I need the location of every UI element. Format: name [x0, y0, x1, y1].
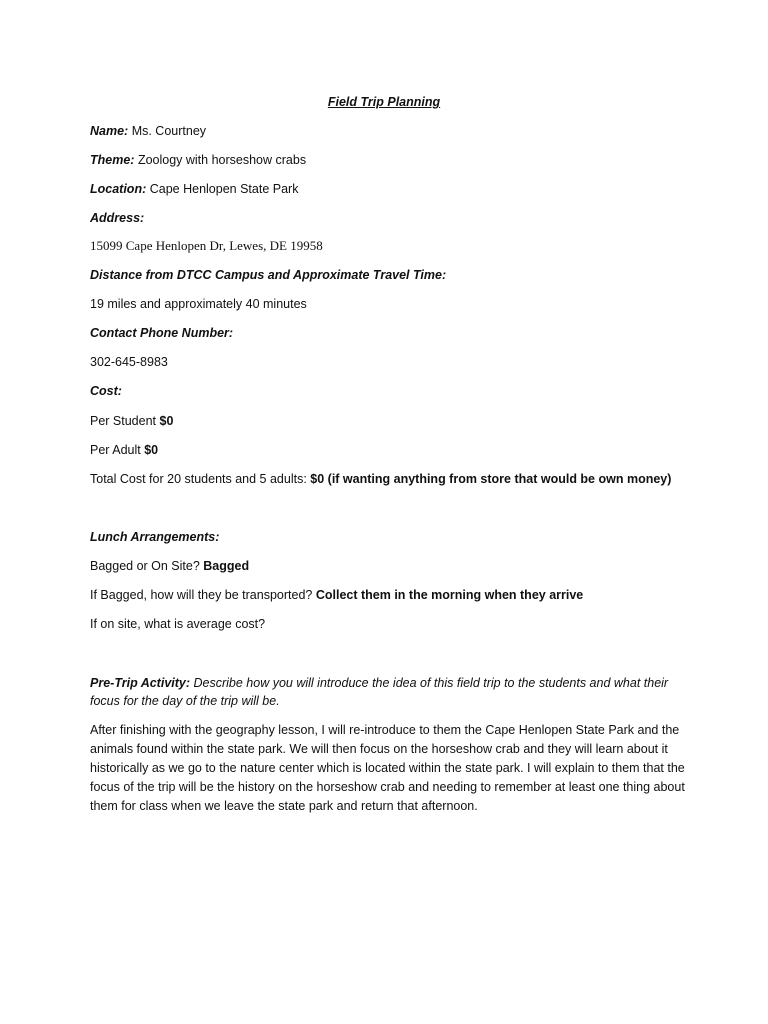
pretrip-body: After finishing with the geography lesson, I will re-introduce to them the Cape Henlopen State Park and the animals found within the state park. We will then focus on the horseshow crab and they will learn about it historically as we go to the nature center which is located within the state park. I will explain to them that the focus of the trip will be the history on the horseshow crab and needing to remember at least one thing about them for class when we leave the state park and return that afternoon.: [90, 723, 685, 813]
bagged-line: [90, 557, 249, 575]
theme-label: Theme:: [90, 153, 135, 167]
bagged-answer: Bagged: [203, 559, 250, 573]
pretrip-prompt: Describe how you will introduce the idea of this field trip to the students and what their focus for the day of the trip will be.: [90, 676, 669, 708]
address-label: Address:: [90, 211, 145, 225]
page-title: Field Trip Planning: [327, 95, 441, 109]
transport-question: If Bagged, how will they be transported?: [90, 588, 313, 602]
location-value: Cape Henlopen State Park: [149, 182, 299, 196]
transport-line: [90, 586, 583, 604]
distance-label: Distance from DTCC Campus and Approximate Travel Time:: [90, 268, 447, 282]
theme-value: Zoology with horseshow crabs: [137, 153, 307, 167]
name-value: Ms. Courtney: [131, 124, 207, 138]
location-label: Location:: [90, 182, 147, 196]
per-student-label: Per Student: [90, 414, 157, 428]
location-line: [90, 180, 298, 198]
distance-value: 19 miles and approximately 40 minutes: [90, 297, 307, 311]
contact-value: 302-645-8983: [90, 355, 168, 369]
per-student-line: [90, 412, 173, 430]
per-adult-line: [90, 441, 158, 459]
onsite-question: If on site, what is average cost?: [90, 617, 266, 631]
theme-line: [90, 151, 306, 169]
per-student-value: $0: [159, 414, 174, 428]
per-adult-value: $0: [144, 443, 159, 457]
pretrip-label: Pre-Trip Activity:: [90, 676, 191, 690]
cost-label: Cost:: [90, 384, 122, 398]
total-cost-value: $0 (if wanting anything from store that would be own money): [310, 472, 672, 486]
bagged-question: Bagged or On Site?: [90, 559, 200, 573]
pretrip-heading: [90, 674, 690, 710]
per-adult-label: Per Adult: [90, 443, 141, 457]
name-label: Name:: [90, 124, 129, 138]
transport-answer: Collect them in the morning when they arrive: [315, 588, 584, 602]
name-line: [90, 122, 206, 140]
lunch-label: Lunch Arrangements:: [90, 530, 220, 544]
address-value: 15099 Cape Henlopen Dr, Lewes, DE 19958: [90, 238, 323, 253]
total-cost-label: Total Cost for 20 students and 5 adults:: [90, 472, 307, 486]
contact-label: Contact Phone Number:: [90, 326, 234, 340]
total-cost-line: [90, 470, 671, 488]
